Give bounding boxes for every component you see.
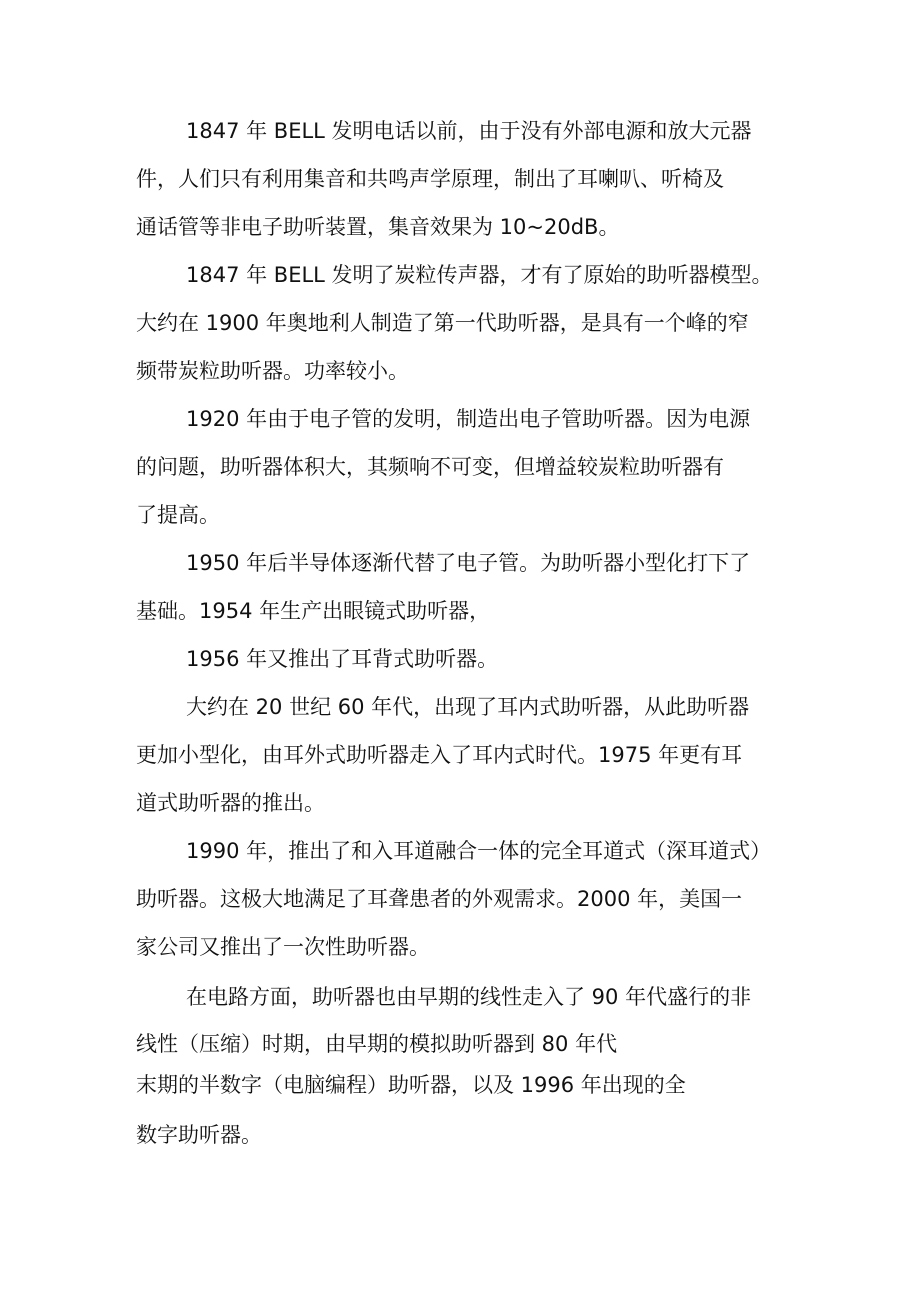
- text-line: 基础。1954 年生产出眼镜式助听器，: [136, 599, 491, 623]
- text-line: 大约在 20 世纪 60 年代，出现了耳内式助听器，从此助听器: [186, 695, 750, 719]
- text-line: 道式助听器的推出。: [136, 791, 325, 815]
- text-line: 家公司又推出了一次性助听器。: [136, 935, 430, 959]
- text-line: 1990 年，推出了和入耳道融合一体的完全耳道式（深耳道式）: [186, 839, 772, 863]
- text-line: 数字助听器。: [136, 1123, 262, 1147]
- text-line: 1956 年又推出了耳背式助听器。: [186, 647, 499, 671]
- text-line: 频带炭粒助听器。功率较小。: [136, 359, 409, 383]
- text-line: 了提高。: [136, 503, 220, 527]
- text-line: 1847 年 BELL 发明了炭粒传声器，才有了原始的助听器模型。: [186, 263, 773, 287]
- text-line: 末期的半数字（电脑编程）助听器，以及 1996 年出现的全: [136, 1073, 686, 1097]
- text-line: 更加小型化，由耳外式助听器走入了耳内式时代。1975 年更有耳: [136, 743, 743, 767]
- text-line: 1920 年由于电子管的发明，制造出电子管助听器。因为电源: [186, 407, 751, 431]
- text-line: 助听器。这极大地满足了耳聋患者的外观需求。2000 年，美国一: [136, 887, 743, 911]
- text-line: 线性（压缩）时期，由早期的模拟助听器到 80 年代: [136, 1032, 618, 1056]
- text-line: 通话管等非电子助听装置，集音效果为 10~20dB。: [136, 215, 620, 239]
- text-line: 1950 年后半导体逐渐代替了电子管。为助听器小型化打下了: [186, 551, 751, 575]
- text-line: 件，人们只有利用集音和共鸣声学原理，制出了耳喇叭、听椅及: [136, 167, 724, 191]
- text-line: 大约在 1900 年奥地利人制造了第一代助听器，是具有一个峰的窄: [136, 311, 749, 335]
- text-line: 在电路方面，助听器也由早期的线性走入了 90 年代盛行的非: [186, 985, 752, 1009]
- text-line: 的问题，助听器体积大，其频响不可变，但增益较炭粒助听器有: [136, 455, 724, 479]
- text-line: 1847 年 BELL 发明电话以前，由于没有外部电源和放大元器: [186, 119, 752, 143]
